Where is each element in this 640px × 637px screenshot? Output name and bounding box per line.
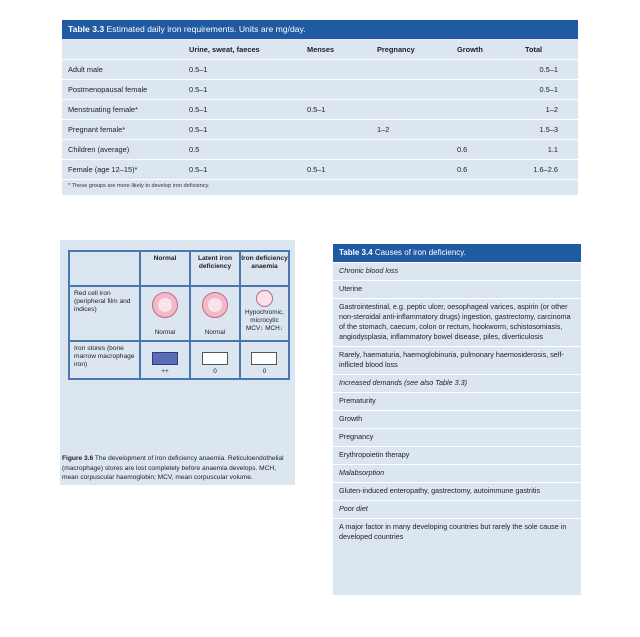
list-item: Prematurity <box>333 392 581 410</box>
table-row <box>62 120 578 140</box>
iron-store-label: 0 <box>213 368 217 375</box>
table-cell: 1–2 <box>525 100 578 120</box>
table-cell: 1.5–3 <box>525 120 578 140</box>
table-row <box>62 160 578 180</box>
table-cell: Female (age 12–15)* <box>62 160 189 180</box>
red-cell-label: Normal <box>154 329 176 336</box>
iron-store-label: ++ <box>161 368 169 375</box>
small-pale-red-blood-cell-icon <box>256 290 273 307</box>
figure-3-6-caption <box>62 454 294 483</box>
table-cell <box>377 80 457 100</box>
header-cell: Menses <box>307 39 377 60</box>
table-cell <box>307 120 377 140</box>
section-heading: Poor diet <box>333 500 581 518</box>
header-cell: Growth <box>457 39 525 60</box>
list-item: Gluten-induced enteropathy, gastrectomy, autoimmune gastritis <box>333 482 581 500</box>
iron-stores-normal <box>141 342 189 378</box>
list-item: Rarely, haematuria, haemoglobinuria, pulmonary haemosiderosis, self-inflicted blood loss <box>333 346 581 374</box>
table-3-3 <box>62 20 578 195</box>
figure-caption-text: The development of iron deficiency anaemia. Reticuloendothelial (macrophage) stores are lost completely before anaemia develops. MCH, mean corpuscular haemoglobin; MCV, mean corpuscular volume. <box>62 455 284 481</box>
table-cell: 1–2 <box>377 120 457 140</box>
table-cell <box>307 80 377 100</box>
iron-stores-latent <box>191 342 239 378</box>
col-header-latent: Latent iron deficiency <box>191 252 239 285</box>
table-cell: 0.5–1 <box>307 100 377 120</box>
table-cell <box>307 60 377 80</box>
table-3-4-title <box>333 244 581 262</box>
table-cell: Pregnant female* <box>62 120 189 140</box>
table-cell: 1.1 <box>525 140 578 160</box>
table-cell: 0.5–1 <box>525 60 578 80</box>
table-3-4 <box>333 244 581 595</box>
table-cell: 1.6–2.6 <box>525 160 578 180</box>
table-cell: 0.6 <box>457 160 525 180</box>
row-header-red-cell-iron: Red cell iron (peripheral film and indices) <box>70 287 139 340</box>
list-item: Erythropoietin therapy <box>333 446 581 464</box>
table-cell <box>377 160 457 180</box>
table-cell: Children (average) <box>62 140 189 160</box>
red-cell-label: Hypochromic, microcytic MCV↓ MCH↓ <box>244 309 285 332</box>
iron-store-label: 0 <box>262 368 267 375</box>
table-3-3-footnote: * These groups are more likely to develop iron deficiency. <box>68 183 210 189</box>
list-item: A major factor in many developing countries but rarely the sole cause in developed countries <box>333 518 581 546</box>
table-cell <box>377 140 457 160</box>
red-cell-latent <box>191 287 239 340</box>
header-cell: Urine, sweat, faeces <box>189 39 307 60</box>
iron-store-empty-icon <box>251 352 277 365</box>
table-row <box>62 60 578 80</box>
header-cell <box>62 39 189 60</box>
table-cell <box>457 100 525 120</box>
table-cell <box>307 140 377 160</box>
red-cell-label: Normal <box>204 329 226 336</box>
list-item: Pregnancy <box>333 428 581 446</box>
table-cell: 0.5 <box>189 140 307 160</box>
table-row <box>62 80 578 100</box>
section-heading: Increased demands (see also Table 3.3) <box>333 374 581 392</box>
table-row <box>62 100 578 120</box>
table-cell <box>377 100 457 120</box>
table-cell: 0.5–1 <box>189 120 307 140</box>
section-heading: Malabsorption <box>333 464 581 482</box>
table-cell: 0.5–1 <box>189 100 307 120</box>
iron-stores-anaemia <box>241 342 288 378</box>
table-3-4-label: Table 3.4 <box>339 248 373 257</box>
corner-cell <box>70 252 139 285</box>
col-header-normal: Normal <box>141 252 189 285</box>
table-cell: Postmenopausal female <box>62 80 189 100</box>
red-blood-cell-icon <box>152 292 178 318</box>
list-item: Gastrointestinal, e.g. peptic ulcer, oesophageal varices, aspirin (or other non-steroidal anti-inflammatory drugs) ingestion, gastrectomy, carcinoma of the stomach, caecum, colon or rectum, hookworm, schistosomiasis, angiodysplasia, inflammatory bowel disease, piles, diverticulosis <box>333 298 581 346</box>
red-cell-anaemia <box>241 287 288 340</box>
figure-3-6-diagram <box>68 250 290 380</box>
table-cell <box>377 60 457 80</box>
table-cell: 0.5–1 <box>189 80 307 100</box>
table-cell <box>457 80 525 100</box>
row-header-iron-stores: Iron stores (bone marrow macrophage iron) <box>70 342 139 378</box>
list-item: Growth <box>333 410 581 428</box>
figure-label: Figure 3.6 <box>62 455 94 462</box>
header-cell: Total <box>525 39 578 60</box>
red-cell-normal <box>141 287 189 340</box>
table-cell: Adult male <box>62 60 189 80</box>
col-header-anaemia: Iron deficiency anaemia <box>241 252 288 285</box>
table-3-4-caption: Causes of iron deficiency. <box>374 248 466 257</box>
table-row <box>62 140 578 160</box>
table-3-3-title <box>62 20 578 39</box>
table-cell: 0.5–1 <box>307 160 377 180</box>
table-cell <box>457 120 525 140</box>
section-heading: Chronic blood loss <box>333 262 581 280</box>
list-item: Uterine <box>333 280 581 298</box>
header-cell: Pregnancy <box>377 39 457 60</box>
table-cell: 0.5–1 <box>189 160 307 180</box>
iron-store-full-icon <box>152 352 178 365</box>
table-header-row <box>62 39 578 60</box>
table-cell: Menstruating female* <box>62 100 189 120</box>
red-blood-cell-icon <box>202 292 228 318</box>
table-cell: 0.6 <box>457 140 525 160</box>
table-cell: 0.5–1 <box>189 60 307 80</box>
table-3-3-grid <box>62 39 578 180</box>
table-3-3-caption: Estimated daily iron requirements. Units are mg/day. <box>106 24 306 34</box>
table-cell <box>457 60 525 80</box>
iron-store-empty-icon <box>202 352 228 365</box>
table-cell: 0.5–1 <box>525 80 578 100</box>
table-3-3-label: Table 3.3 <box>68 24 105 34</box>
figure-3-6 <box>60 240 295 485</box>
